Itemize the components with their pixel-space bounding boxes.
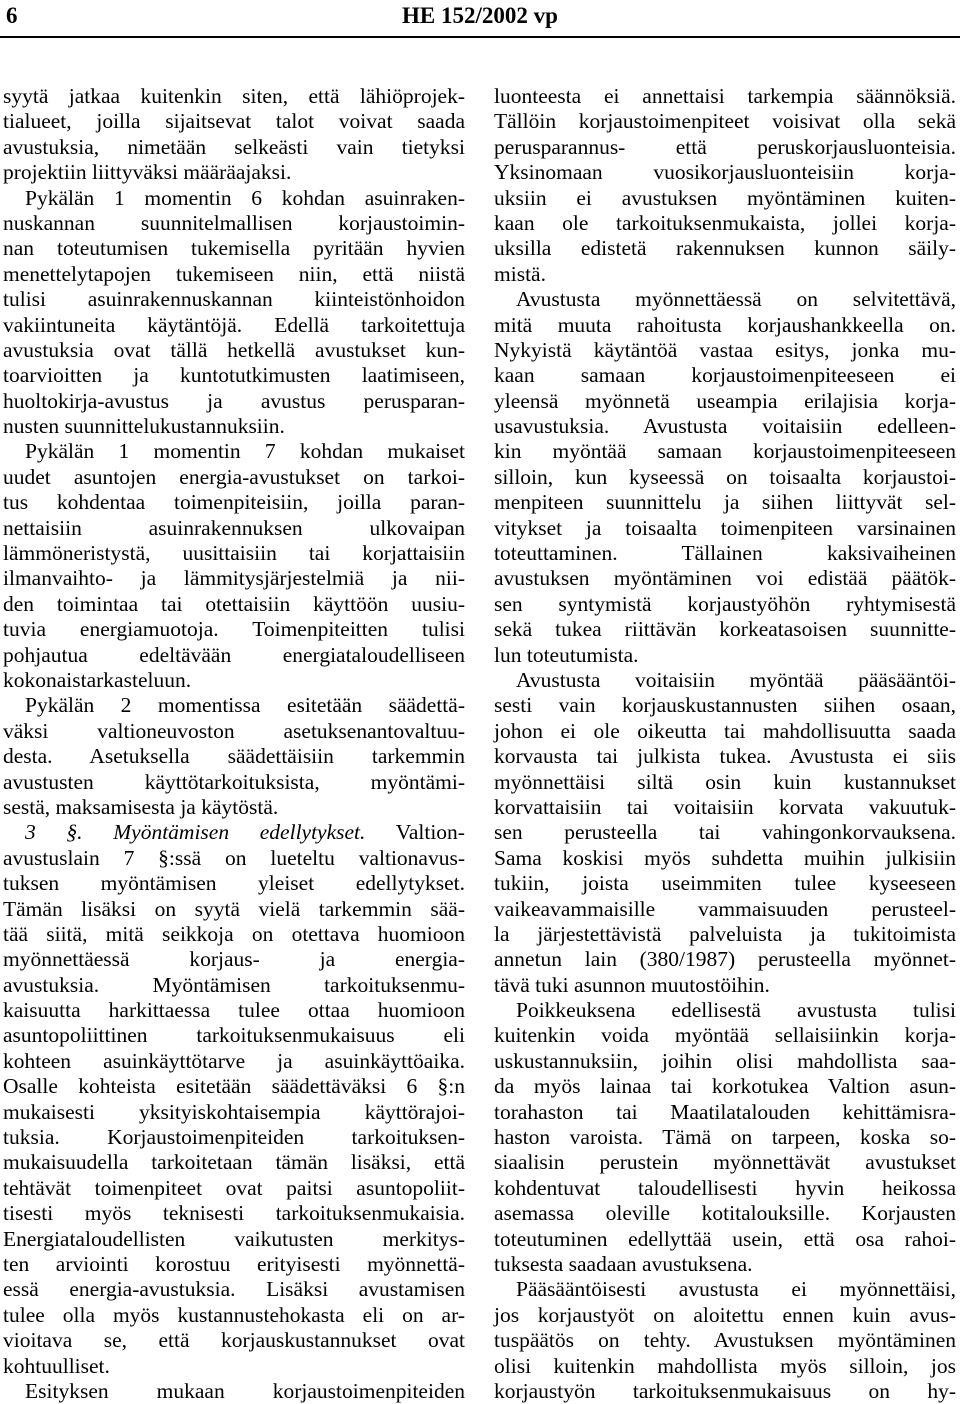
text-line xyxy=(3,820,465,845)
text-line: vaikeavammaisille vammaisuuden perusteel- xyxy=(494,896,956,921)
text-line: toteuttaminen. Tällainen kaksivaiheinen xyxy=(494,541,956,566)
text-line: Pykälän 2 momentissa esitetään säädettä- xyxy=(25,693,465,718)
text-line: menpiteen suunnittelu ja siihen liittyvät sel- xyxy=(494,490,956,515)
text-line: kin myöntää samaan korjaustoimenpiteeseen xyxy=(494,439,956,464)
text-line: lun toteutumista. xyxy=(494,642,639,667)
text-line: nusten suunnittelukustannuksiin. xyxy=(3,414,285,439)
text-line: uksiin ei avustuksen myöntäminen kuiten- xyxy=(494,185,956,210)
text-line-rest: Valtion- xyxy=(395,820,465,845)
text-line: la järjestettävistä palveluista ja tukitoimista xyxy=(494,921,956,946)
text-line: asuntopoliittinen tarkoituksenmukaisuus eli xyxy=(3,1023,465,1048)
text-line: korjaustyön tarkoituksenmukaisuus on hy- xyxy=(494,1378,956,1403)
text-line: tisesti myös teknisesti tarkoituksenmukaisia. xyxy=(3,1201,465,1226)
text-line: luonteesta ei annettaisi tarkempia säännöksiä. xyxy=(494,84,956,108)
text-line: nuskannan suunnitelmallisen korjaustoimin- xyxy=(3,210,465,235)
text-line: Nykyistä käytäntöä vastaa esitys, jonka mu- xyxy=(494,337,956,362)
text-line: avustuksen myöntäminen voi edistää päätök- xyxy=(494,566,956,591)
text-line: jos korjaustyöt on aloitettu ennen kuin avus- xyxy=(494,1302,956,1327)
text-line: nan toteutumisen tukemisella pyritään hyvien xyxy=(3,236,465,261)
text-line: Pykälän 1 momentin 6 kohdan asuinraken- xyxy=(25,185,465,210)
text-line: sesti vain korjauskustannusten siihen osaan, xyxy=(494,693,956,718)
text-line: tuvia energiamuotoja. Toimenpiteitten tulisi xyxy=(3,617,465,642)
text-line: mukaisesti yksityiskohtaisempia käyttörajoi- xyxy=(3,1099,465,1124)
text-line: korvausta tai julkista tukea. Avustusta ei siis xyxy=(494,744,956,769)
section-heading: 3 §. Myöntämisen edellytykset. xyxy=(25,820,366,845)
text-line: olisi kuitenkin mahdollista myös silloin, jos xyxy=(494,1353,956,1378)
text-line: kohteen asuinkäyttötarve ja asuinkäyttöaika. xyxy=(3,1048,465,1073)
text-line: torahaston tai Maatilatalouden kehittämisra- xyxy=(494,1099,956,1124)
document-id: HE 152/2002 vp xyxy=(402,3,558,28)
text-line: silloin, kun kyseessä on toisaalta korjaustoi- xyxy=(494,464,956,489)
text-line: da myös lainaa tai korkotukea Valtion asun- xyxy=(494,1074,956,1099)
text-line: uudet asuntojen energia-avustukset on tarkoi- xyxy=(3,464,465,489)
text-line: tuksen myöntämisen yleiset edellytykset. xyxy=(3,871,465,896)
text-line: sen syntymistä korjaustyöhön ryhtymisestä xyxy=(494,591,956,616)
left-text-column xyxy=(3,84,465,1404)
text-line: tehtävät toimenpiteet ovat paitsi asuntopoliit- xyxy=(3,1175,465,1200)
text-line: Poikkeuksena edellisestä avustusta tulisi xyxy=(516,998,956,1023)
text-line: sen perusteella tai vahingonkorvauksena. xyxy=(494,820,956,845)
text-line: kuitenkin voida myöntää sellaisiinkin korja- xyxy=(494,1023,956,1048)
text-line: väksi valtioneuvoston asetuksenantovaltuu- xyxy=(3,718,465,743)
text-line: mukaisuudella tarkoitetaan tämän lisäksi, että xyxy=(3,1150,465,1175)
text-line: Pykälän 1 momentin 7 kohdan mukaiset xyxy=(25,439,465,464)
text-line: vakiintuneita käytäntöjä. Edellä tarkoitettuja xyxy=(3,312,465,337)
text-line: tus kohdentaa toimenpiteisiin, joilla paran- xyxy=(3,490,465,515)
text-line: ten arviointi korostuu erityisesti myönnettä- xyxy=(3,1251,465,1276)
text-line: kaan ole tarkoituksenmukaista, jollei korja- xyxy=(494,210,956,235)
text-line: tialueet, joilla sijaitsevat talot voivat saada xyxy=(3,109,465,134)
text-line: johon ei ole oikeutta tai mahdollisuutta saada xyxy=(494,718,956,743)
text-line: toarvioitten ja kuntotutkimusten laatimiseen, xyxy=(3,363,465,388)
text-line: Avustusta voitaisiin myöntää pääsääntöi- xyxy=(516,667,956,692)
text-line: Pääsääntöisesti avustusta ei myönnettäisi, xyxy=(516,1277,956,1302)
text-line: den toimintaa tai otettaisiin käyttöön uusiu- xyxy=(3,591,465,616)
text-line: asemassa oleville kotitalouksille. Korjausten xyxy=(494,1201,956,1226)
right-text-column xyxy=(494,84,956,1404)
text-line: lämmöneristystä, uusittaisiin tai korjattaisiin xyxy=(3,541,465,566)
text-line: tulisi asuinrakennuskannan kiinteistönhoidon xyxy=(3,287,465,312)
text-line: ilmanvaihto- ja lämmitysjärjestelmiä ja nii- xyxy=(3,566,465,591)
text-line: Yksinomaan vuosikorjausluonteisiin korja- xyxy=(494,160,956,185)
text-line: sestä, maksamisesta ja käytöstä. xyxy=(3,794,279,819)
text-line: tuksesta saadaan avustuksena. xyxy=(494,1251,753,1276)
text-line: avustuksia, nimetään selkeästi vain tietyksi xyxy=(3,134,465,159)
text-line: siaalisin perustein myönnettävät avustukset xyxy=(494,1150,956,1175)
text-line: avustuslain 7 §:ssä on lueteltu valtionavus- xyxy=(3,845,465,870)
text-line: essä energia-avustuksia. Lisäksi avustamisen xyxy=(3,1277,465,1302)
text-line: tukiin, joista useimmiten tulee kyseeseen xyxy=(494,871,956,896)
text-line: tävä tuki asunnon muutostöihin. xyxy=(494,972,770,997)
text-line: Osalle kohteista esitetään säädettäväksi 6 §:n xyxy=(3,1074,465,1099)
text-line: Tämän lisäksi on syytä vielä tarkemmin sää- xyxy=(3,896,465,921)
text-line: tulee olla myös kustannustehokasta eli on ar- xyxy=(3,1302,465,1327)
text-line: Energiataloudellisten vaikutusten merkitys- xyxy=(3,1226,465,1251)
text-line: avustuksia. Myöntämisen tarkoituksenmu- xyxy=(3,972,465,997)
text-line: nettaisiin asuinrakennuksen ulkovaipan xyxy=(3,515,465,540)
text-line: kohdentuvat taloudellisesti hyvin heikossa xyxy=(494,1175,956,1200)
text-line: kokonaistarkasteluun. xyxy=(3,667,192,692)
text-line: korvattaisiin tai voitaisiin korvata vakuutuk- xyxy=(494,794,956,819)
text-line: kaisuutta harkittaessa tulee ottaa huomioon xyxy=(3,998,465,1023)
text-line: myönnettäessä korjaus- ja energia- xyxy=(3,947,465,972)
text-line: vitykset ja toisaalta toimenpiteen varsinainen xyxy=(494,515,956,540)
text-line: mistä. xyxy=(494,261,546,286)
text-line: tuspäätös on tehty. Avustuksen myöntäminen xyxy=(494,1328,956,1353)
text-line: vioitava se, että korjauskustannukset ovat xyxy=(3,1328,465,1353)
text-line: usavustuksia. Avustusta voitaisiin edelleen- xyxy=(494,414,956,439)
text-line: tuksia. Korjaustoimenpiteiden tarkoituksen- xyxy=(3,1125,465,1150)
page-number: 6 xyxy=(6,3,18,28)
text-line: tää siitä, mitä seikkoja on otettava huomioon xyxy=(3,921,465,946)
text-line: menettelytapojen tukemiseen niin, että niistä xyxy=(3,261,465,286)
text-line: myönnettäisi siltä osin kuin kustannukset xyxy=(494,769,956,794)
text-line: avustuksia ovat tällä hetkellä avustukset kun- xyxy=(3,337,465,362)
text-line: perusparannus- että peruskorjausluonteisia. xyxy=(494,134,956,159)
text-line: Sama koskisi myös suhdetta muihin julkisiin xyxy=(494,845,956,870)
text-line: Esityksen mukaan korjaustoimenpiteiden xyxy=(25,1378,465,1403)
text-line: pohjautua edeltävään energiataloudelliseen xyxy=(3,642,465,667)
text-line: projektiin liittyväksi määräajaksi. xyxy=(3,160,292,185)
text-line: uskustannuksiin, joihin olisi mahdollista saa- xyxy=(494,1048,956,1073)
text-line: avustusten käyttötarkoituksista, myöntämi- xyxy=(3,769,465,794)
page-header xyxy=(0,0,960,40)
text-line: mitä muuta rahoitusta korjaushankkeella on. xyxy=(494,312,956,337)
header-rule xyxy=(0,36,960,38)
text-line: annetun lain (380/1987) perusteella myönnet- xyxy=(494,947,956,972)
text-line: Avustusta myönnettäessä on selvitettävä, xyxy=(516,287,956,312)
text-line: syytä jatkaa kuitenkin siten, että lähiöprojek- xyxy=(3,84,465,108)
text-line: huoltokirja-avustus ja avustus perusparan- xyxy=(3,388,465,413)
text-line: toteutuminen edellyttää usein, että osa rahoi- xyxy=(494,1226,956,1251)
text-line: haston varoista. Tämä on tarpeen, koska so- xyxy=(494,1125,956,1150)
text-line: yleensä myönnetä useampia erilajisia korja- xyxy=(494,388,956,413)
text-line: uksilla edistetä rakennuksen kunnon säily- xyxy=(494,236,956,261)
text-line: desta. Asetuksella säädettäisiin tarkemmin xyxy=(3,744,465,769)
text-line: kohtuulliset. xyxy=(3,1353,110,1378)
text-line: Tällöin korjaustoimenpiteet voisivat olla sekä xyxy=(494,109,956,134)
text-line: sekä tukea riittävän korkeatasoisen suunnitte- xyxy=(494,617,956,642)
text-line: kaan samaan korjaustoimenpiteeseen ei xyxy=(494,363,956,388)
